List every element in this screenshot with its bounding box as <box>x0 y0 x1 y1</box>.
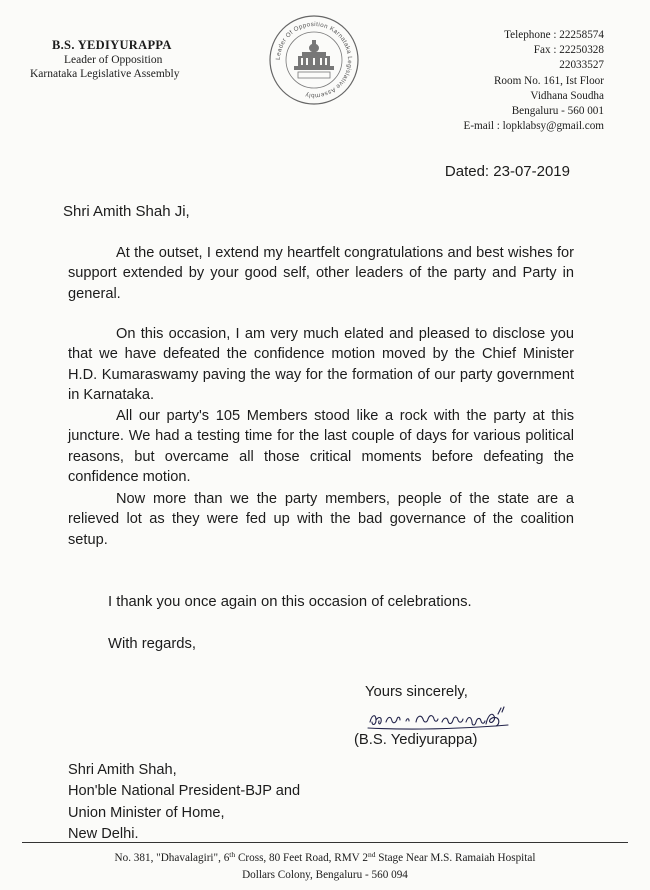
paragraph-5: I thank you once again on this occasion of celebrations. <box>108 594 472 610</box>
signature <box>362 700 530 734</box>
paragraph-2: On this occasion, I am very much elated and pleased to disclose you that we have defeated the confidence motion moved by the Chief Minister H.D. Kumaraswamy paving the way for the formation of our party government in Karnataka. <box>68 326 574 404</box>
letterhead-contact <box>384 28 604 134</box>
letter-date: Dated: 23-07-2019 <box>444 163 570 180</box>
city: Bengaluru - 560 001 <box>511 105 604 118</box>
footer-line-1 <box>0 847 650 867</box>
footer-address-part-3: Stage Near M.S. Ramaiah Hospital <box>375 852 536 864</box>
footer-divider <box>22 842 628 843</box>
telephone: Telephone : 22258574 <box>504 29 604 41</box>
letterhead-role: Leader of Opposition <box>64 54 163 66</box>
closing: Yours sincerely, <box>365 684 468 700</box>
signatory-name: (B.S. Yediyurappa) <box>354 732 478 748</box>
room: Room No. 161, Ist Floor <box>493 74 604 87</box>
addressee-block <box>68 760 300 846</box>
email: E-mail : lopklabsy@gmail.com <box>463 120 604 133</box>
addressee-title-2: Union Minister of Home, <box>68 804 225 821</box>
footer-address <box>0 847 650 883</box>
addressee-city: New Delhi. <box>68 826 139 843</box>
paragraph-4: Now more than we the party members, people of the state are a relieved lot as they were fed up with the bad governance of the coalition setup. <box>68 491 574 548</box>
footer-address-part-1: No. 381, "Dhavalagiri", 6 <box>114 852 230 864</box>
letterhead-name: B.S. YEDIYURAPPA <box>52 38 172 52</box>
fax: Fax : 22250328 <box>533 44 604 57</box>
fax-2: 22033527 <box>559 59 604 72</box>
paragraph-1: At the outset, I extend my heartfelt congratulations and best wishes for support extended by your good self, other leaders of the party and Party in general. <box>68 245 574 302</box>
footer-sup-nd: nd <box>367 850 376 859</box>
regards-line: With regards, <box>108 636 196 652</box>
building: Vidhana Soudha <box>530 89 604 102</box>
footer-address-part-2: Cross, 80 Feet Road, RMV 2 <box>235 852 368 864</box>
addressee-title: Hon'ble National President-BJP and <box>68 783 301 800</box>
assembly-emblem <box>268 14 360 106</box>
addressee-name: Shri Amith Shah, <box>68 762 177 778</box>
paragraph-3: All our party's 105 Members stood like a rock with the party at this juncture. We had a testing time for the last couple of days for various political reasons, but overcame all those critical moments before defeating the confidence motion. <box>68 408 574 486</box>
letterhead-organization: Karnataka Legislative Assembly <box>30 68 180 80</box>
emblem-ring-text: Leader Of Opposition Karnataka Legislative Assembly <box>274 20 354 100</box>
vidhana-soudha-icon <box>294 40 334 78</box>
footer-sup-th: th <box>229 850 236 859</box>
footer-line-2: Dollars Colony, Bengaluru - 560 094 <box>242 868 408 881</box>
salutation: Shri Amith Shah Ji, <box>63 203 190 220</box>
